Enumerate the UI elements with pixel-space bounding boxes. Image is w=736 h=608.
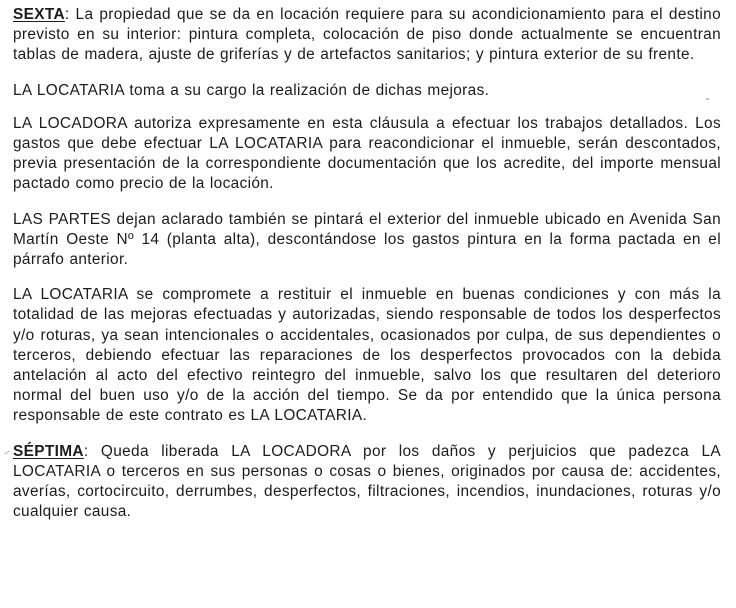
scan-speck xyxy=(706,98,709,100)
paragraph-locataria-cargo: LA LOCATARIA toma a su cargo la realización de dichas mejoras. xyxy=(13,81,490,99)
clause-septima-text: Queda liberada LA LOCADORA por los daños y perjuicios que padezca LA LOCATARIA o terceros en sus personas o cosas o bienes, originados por causa de: accidentes, averías, cortocircuito, derrumbes, desperfectos, filtraciones, incendios, inundaciones, roturas y/o cualquier causa. xyxy=(13,442,721,521)
clause-heading-septima: SÉPTIMA xyxy=(13,442,84,460)
paragraph-restituir: LA LOCATARIA se compromete a restituir el inmueble en buenas condiciones y con más la totalidad de las mejoras efectuadas y autorizadas, siendo responsable de todos los desperfectos y/o roturas, ya sean intencionales o accidentales, ocasionados por culpa, de sus dependientes o terceros, debiendo efectuar las reparaciones de los desperfectos provocados con la debida antelación al acto del efectivo reintegro del inmueble, salvo los que resultaren del deterioro normal del buen uso y/o de la acción del tiempo. Se da por entendido que la única persona responsable de este contrato es LA LOCATARIA. xyxy=(13,286,721,425)
clause-sexta-text: La propiedad que se da en locación requiere para su acondicionamiento para el destino previsto en su interior: pintura completa, colocación de piso donde actualmente se encuentran tablas de madera, ajuste de griferías y de artefactos sanitarios; y pintura exterior de su frente. xyxy=(13,6,721,64)
scan-speck xyxy=(4,450,9,454)
contract-document xyxy=(13,5,721,537)
clause-sexta xyxy=(13,5,721,66)
clause-heading-colon: : xyxy=(83,442,89,460)
clause-heading-sexta: SEXTA xyxy=(13,6,65,23)
paragraph-partes: LAS PARTES dejan aclarado también se pintará el exterior del inmueble ubicado en Avenida San Martín Oeste Nº 14 (planta alta), descontándose los gastos pintura en la forma pactada en el párrafo anterior. xyxy=(13,210,721,269)
paragraph-locadora-autoriza: LA LOCADORA autoriza expresamente en esta cláusula a efectuar los trabajos detallados. Los gastos que debe efectuar LA LOCATARIA para reacondicionar el inmueble, serán descontados, previa presentación de la correspondiente documentación que los acredite, del importe mensual pactado como precio de la locación. xyxy=(13,114,721,193)
clause-heading-colon: : xyxy=(64,6,70,23)
clause-septima xyxy=(13,442,721,523)
